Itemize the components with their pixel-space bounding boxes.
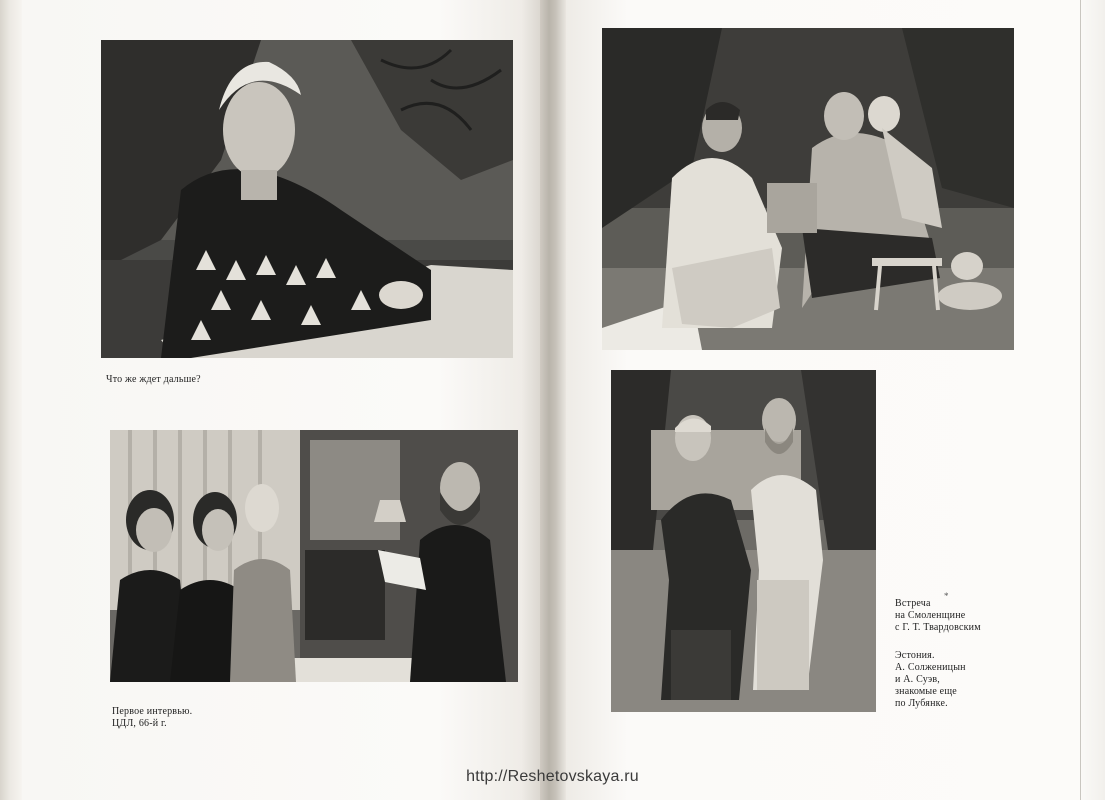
caption-estonia-line-3: и А. Суэв, (895, 674, 941, 685)
photo-portrait-sweater (101, 40, 513, 358)
caption-portrait-text: Что же ждет дальше? (106, 374, 201, 385)
caption-meeting-line-1: Встреча (895, 598, 931, 609)
caption-estonia-line-1: Эстония. (895, 650, 935, 661)
book-edge-left (0, 0, 22, 800)
photo-first-interview (110, 430, 518, 682)
footer-url: http://Reshetovskaya.ru (466, 768, 639, 785)
photo-meeting-smolensk (602, 28, 1014, 350)
caption-meeting-line-2: на Смоленщине (895, 610, 966, 621)
caption-meeting-line-3: с Г. Т. Твардовским (895, 622, 981, 633)
book-edge-right (1080, 0, 1105, 800)
caption-interview-line-1: Первое интервью. (112, 706, 193, 717)
caption-interview (112, 706, 192, 730)
caption-estonia (895, 650, 966, 710)
caption-interview-line-2: ЦДЛ, 66-й г. (112, 718, 167, 729)
caption-portrait (106, 374, 201, 386)
caption-estonia-line-4: знакомые еще (895, 686, 957, 697)
book-gutter (540, 0, 566, 800)
caption-estonia-line-2: А. Солженицын (895, 662, 966, 673)
footnote-marker: * (944, 591, 949, 601)
caption-estonia-line-5: по Лубянке. (895, 698, 948, 709)
photo-estonia-two-men (611, 370, 876, 712)
caption-meeting (895, 598, 981, 634)
